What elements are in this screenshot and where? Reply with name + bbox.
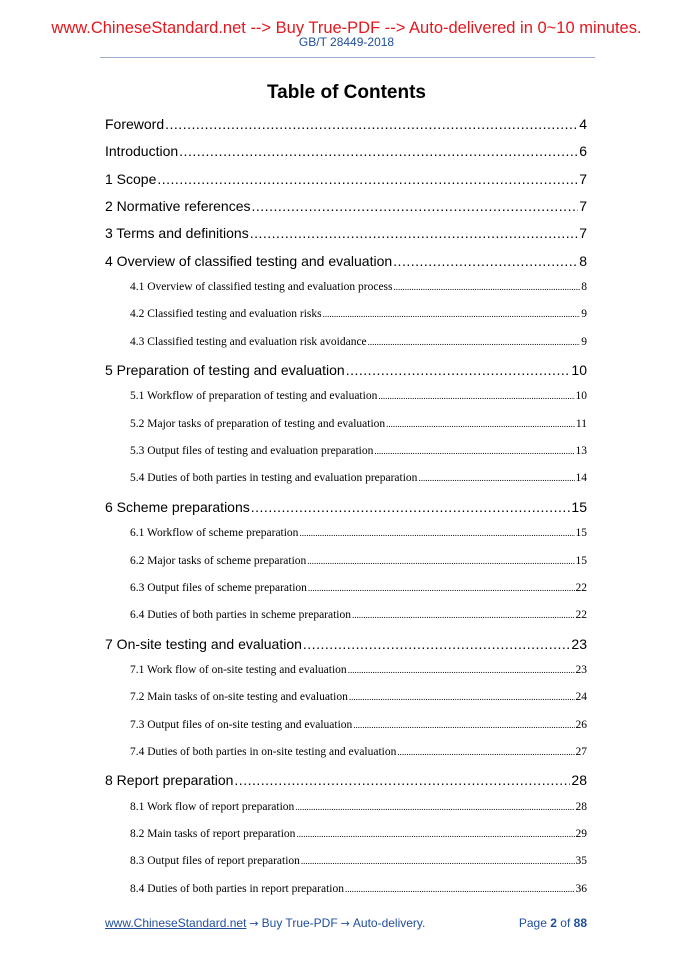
toc-entry[interactable]	[105, 140, 587, 167]
toc-entry-page: 35	[575, 855, 587, 868]
toc-entry-title: 5 Preparation of testing and evaluation	[105, 362, 345, 379]
toc-entry[interactable]	[105, 715, 587, 742]
toc-entry[interactable]	[105, 195, 587, 222]
toc-entry-title: Introduction	[105, 143, 179, 160]
toc-entry-title: 8.3 Output files of report preparation	[130, 855, 300, 868]
toc-entry[interactable]	[105, 633, 587, 660]
toc-entry-title: 4.2 Classified testing and evaluation risks	[130, 308, 322, 321]
toc-entry[interactable]	[105, 468, 587, 495]
toc-entry-title: 4 Overview of classified testing and evaluation	[105, 252, 393, 269]
toc-dot-leader	[179, 140, 578, 162]
toc-entry[interactable]	[105, 605, 587, 632]
toc-entry[interactable]	[105, 742, 587, 769]
footer-site-link[interactable]: www.ChineseStandard.net	[105, 916, 247, 930]
top-banner[interactable]: www.ChineseStandard.net --> Buy True-PDF --> Auto-delivered in 0~10 minutes.	[51, 19, 642, 37]
toc-entry[interactable]	[105, 113, 587, 140]
page-footer	[105, 916, 587, 930]
toc-entry-page: 13	[575, 445, 587, 458]
toc-entry[interactable]	[105, 359, 587, 386]
toc-entry-page: 29	[575, 827, 587, 840]
toc-dot-leader	[250, 222, 578, 244]
toc-entry-title: 6.1 Workflow of scheme preparation	[130, 527, 299, 540]
toc-entry-page: 7	[579, 225, 587, 242]
toc-dot-leader	[252, 195, 579, 217]
page-of-label: of	[560, 916, 571, 930]
toc-entry-title: 7.4 Duties of both parties in on-site testing and evaluation	[130, 745, 397, 758]
toc-dot-leader	[348, 660, 575, 680]
toc-entry[interactable]	[105, 824, 587, 851]
toc-entry-title: 6.4 Duties of both parties in scheme preparation	[130, 609, 351, 622]
toc-entry[interactable]	[105, 687, 587, 714]
toc-dot-leader	[346, 359, 571, 381]
toc-entry[interactable]	[105, 168, 587, 195]
toc-entry[interactable]	[105, 277, 587, 304]
toc-entry-title: 7.3 Output files of on-site testing and evaluation	[130, 718, 353, 731]
toc-entry[interactable]	[105, 386, 587, 413]
toc-entry-page: 7	[579, 198, 587, 215]
toc-entry-title: Foreword	[105, 116, 165, 132]
toc-entry-title: 5.1 Workflow of preparation of testing and evaluation	[130, 390, 378, 403]
page-number	[519, 916, 587, 930]
toc-entry[interactable]	[105, 879, 587, 906]
toc-entry-page: 26	[575, 718, 587, 731]
toc-dot-leader	[386, 414, 575, 434]
toc-dot-leader	[418, 468, 574, 488]
toc-entry-page: 10	[571, 362, 587, 379]
toc-entry-page: 15	[575, 554, 587, 567]
toc-entry-page: 11	[575, 417, 587, 430]
toc-dot-leader	[303, 633, 571, 655]
toc-entry-page: 36	[575, 882, 587, 895]
toc-entry-page: 9	[581, 308, 587, 321]
toc-entry-title: 8 Report preparation	[105, 772, 234, 789]
toc-entry-title: 8.1 Work flow of report preparation	[130, 800, 295, 813]
toc-dot-leader	[307, 551, 574, 571]
toc-entry-page: 4	[579, 116, 587, 132]
toc-entry-title: 5.3 Output files of testing and evaluation preparation	[130, 445, 374, 458]
toc-dot-leader	[378, 386, 574, 406]
toc-entry-page: 22	[575, 581, 587, 594]
toc-dot-leader	[301, 851, 575, 871]
toc-entry-page: 27	[575, 745, 587, 758]
toc-entry-page: 7	[579, 170, 587, 187]
toc-entry[interactable]	[105, 769, 587, 796]
toc-entry-page: 10	[575, 390, 587, 403]
toc-entry-title: 6.2 Major tasks of scheme preparation	[130, 554, 307, 567]
toc-entry-title: 3 Terms and definitions	[105, 225, 249, 242]
toc-entry-page: 8	[579, 252, 587, 269]
toc-dot-leader	[251, 496, 571, 518]
toc-entry-title: 7 On-site testing and evaluation	[105, 635, 302, 652]
toc-dot-leader	[368, 332, 581, 352]
header-divider	[100, 57, 595, 58]
toc-dot-leader	[345, 879, 575, 899]
toc-entry[interactable]	[105, 222, 587, 249]
toc-dot-leader	[374, 441, 574, 461]
toc-entry[interactable]	[105, 797, 587, 824]
toc-entry-title: 5.4 Duties of both parties in testing and evaluation preparation	[130, 472, 418, 485]
toc-dot-leader	[353, 715, 574, 735]
toc-entry-page: 15	[571, 498, 587, 515]
toc-entry[interactable]	[105, 304, 587, 331]
toc-entry-page: 23	[575, 663, 587, 676]
toc-dot-leader	[397, 742, 574, 762]
toc-dot-leader	[323, 304, 581, 324]
toc-entry[interactable]	[105, 414, 587, 441]
toc-entry-page: 8	[581, 281, 587, 294]
toc-entry-page: 6	[579, 143, 587, 160]
toc-entry-title: 1 Scope	[105, 170, 157, 187]
toc-entry[interactable]	[105, 441, 587, 468]
toc-entry[interactable]	[105, 660, 587, 687]
arrow-right-icon: →	[340, 917, 350, 930]
toc-dot-leader	[157, 168, 578, 190]
toc-entry[interactable]	[105, 523, 587, 550]
arrow-right-icon: →	[249, 917, 259, 930]
toc-dot-leader	[393, 250, 578, 272]
toc-entry-title: 4.1 Overview of classified testing and evaluation process	[130, 281, 393, 294]
footer-buy-text: Buy True-PDF	[261, 916, 338, 930]
page-current: 2	[550, 916, 557, 930]
toc-entry-page: 9	[581, 335, 587, 348]
toc-entry[interactable]	[105, 332, 587, 359]
toc-entry-title: 5.2 Major tasks of preparation of testing and evaluation	[130, 417, 386, 430]
toc-entry-page: 15	[575, 527, 587, 540]
toc-entry-page: 23	[571, 635, 587, 652]
toc-entry[interactable]	[105, 578, 587, 605]
toc-entry-page: 24	[575, 691, 587, 704]
toc-dot-leader	[352, 605, 575, 625]
toc-entry-page: 28	[571, 772, 587, 789]
standard-code: GB/T 28449-2018	[298, 35, 395, 49]
toc-entry-page: 14	[575, 472, 587, 485]
toc-dot-leader	[295, 797, 574, 817]
page-total: 88	[573, 916, 587, 930]
table-of-contents	[105, 113, 587, 906]
toc-entry-page: 22	[575, 609, 587, 622]
toc-entry-page: 28	[575, 800, 587, 813]
toc-entry-title: 2 Normative references	[105, 198, 251, 215]
toc-entry-title: 7.1 Work flow of on-site testing and evaluation	[130, 663, 347, 676]
toc-entry[interactable]	[105, 250, 587, 277]
toc-dot-leader	[308, 578, 575, 598]
toc-entry-title: 6 Scheme preparations	[105, 498, 250, 515]
page-label: Page	[518, 916, 547, 930]
toc-dot-leader	[296, 824, 574, 844]
toc-entry-title: 4.3 Classified testing and evaluation risk avoidance	[130, 335, 367, 348]
toc-dot-leader	[299, 523, 574, 543]
toc-entry-title: 8.4 Duties of both parties in report preparation	[130, 882, 344, 895]
toc-dot-leader	[349, 687, 575, 707]
toc-title: Table of Contents	[266, 82, 427, 103]
toc-entry[interactable]	[105, 496, 587, 523]
toc-entry[interactable]	[105, 551, 587, 578]
toc-entry-title: 6.3 Output files of scheme preparation	[130, 581, 307, 594]
footer-delivery-text: Auto-delivery.	[352, 916, 426, 930]
toc-dot-leader	[165, 113, 578, 135]
toc-dot-leader	[394, 277, 581, 297]
toc-entry-title: 7.2 Main tasks of on-site testing and evaluation	[130, 691, 348, 704]
toc-entry[interactable]	[105, 851, 587, 878]
toc-entry-title: 8.2 Main tasks of report preparation	[130, 827, 296, 840]
toc-dot-leader	[234, 769, 570, 791]
